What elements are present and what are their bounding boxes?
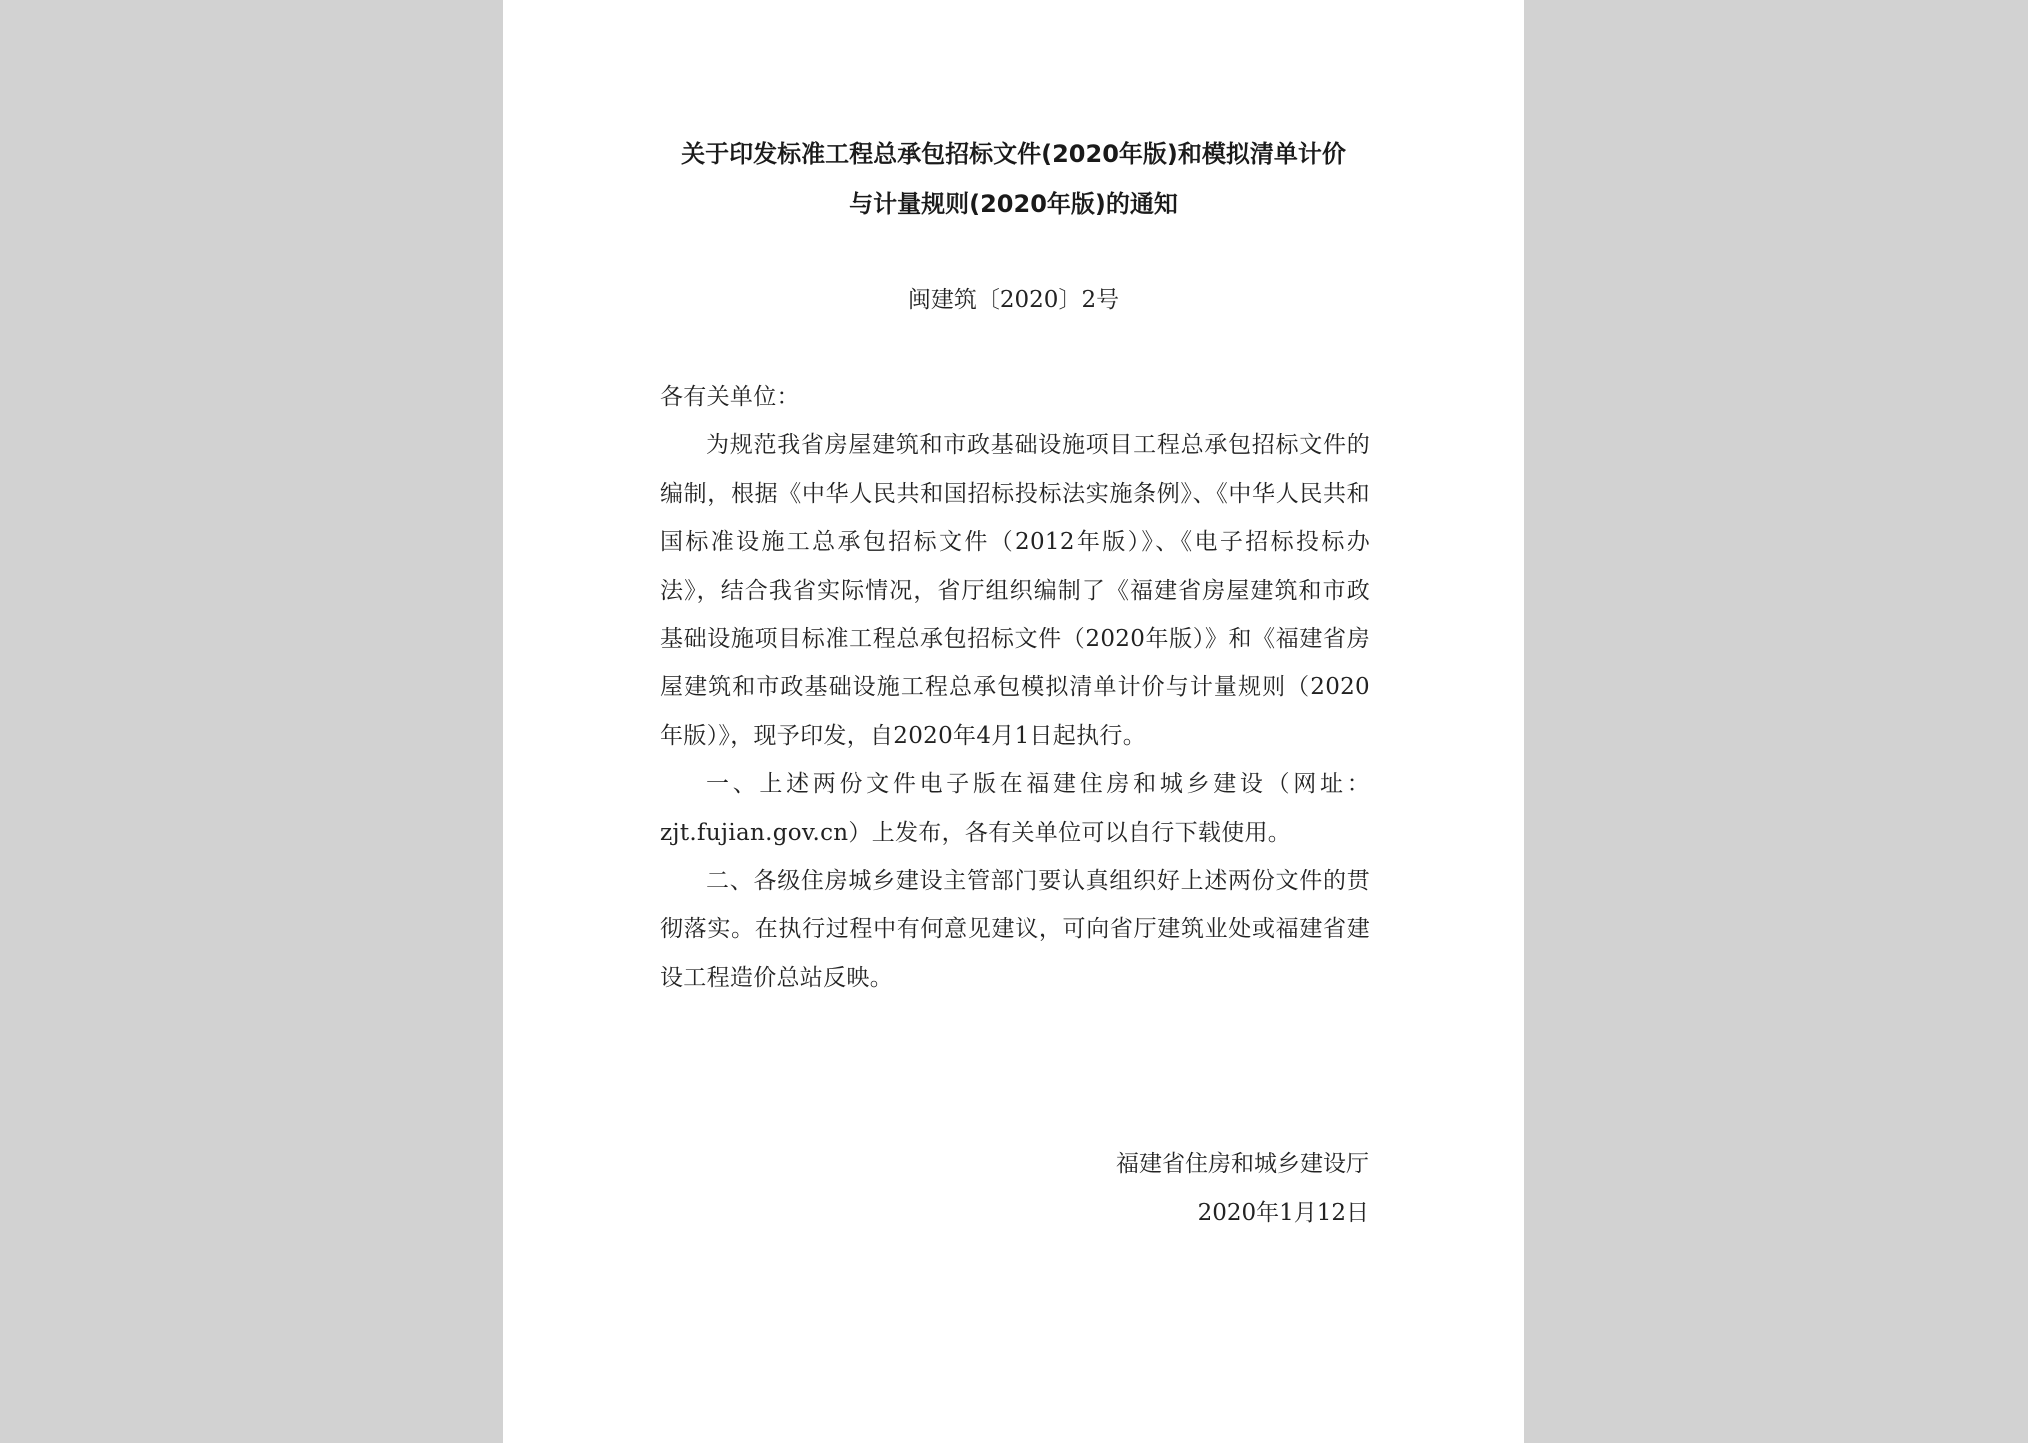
document-title-line-2: 与计量规则(2020年版)的通知 <box>849 190 1178 218</box>
paragraph-item-2: 二、各级住房城乡建设主管部门要认真组织好上述两份文件的贯彻落实。在执行过程中有何意见建议，可向省厅建筑业处或福建省建设工程造价总站反映。 <box>660 868 1370 991</box>
document-body <box>660 373 1370 1002</box>
document-page <box>503 0 1524 1443</box>
signatory: 福建省住房和城乡建设厅 <box>1116 1151 1369 1177</box>
document-title-line-1: 关于印发标准工程总承包招标文件(2020年版)和模拟清单计价 <box>681 140 1346 168</box>
document-number: 闽建筑〔2020〕2号 <box>907 287 1120 313</box>
paragraph-item-1: 一、上述两份文件电子版在福建住房和城乡建设（网址：zjt.fujian.gov.cn）上发布，各有关单位可以自行下载使用。 <box>660 771 1370 846</box>
salutation: 各有关单位： <box>660 384 800 410</box>
document-date: 2020年1月12日 <box>1197 1200 1369 1226</box>
paragraph-intro: 为规范我省房屋建筑和市政基础设施项目工程总承包招标文件的编制，根据《中华人民共和国招标投标法实施条例》、《中华人民共和国标准设施工总承包招标文件（2012年版）》、《电子招标投标办法》，结合我省实际情况，省厅组织编制了《福建省房屋建筑和市政基础设施项目标准工程总承包招标文件（2020年版）》和《福建省房屋建筑和市政基础设施工程总承包模拟清单计价与计量规则（2020年版）》，现予印发，自2020年4月1日起执行。 <box>660 432 1370 749</box>
